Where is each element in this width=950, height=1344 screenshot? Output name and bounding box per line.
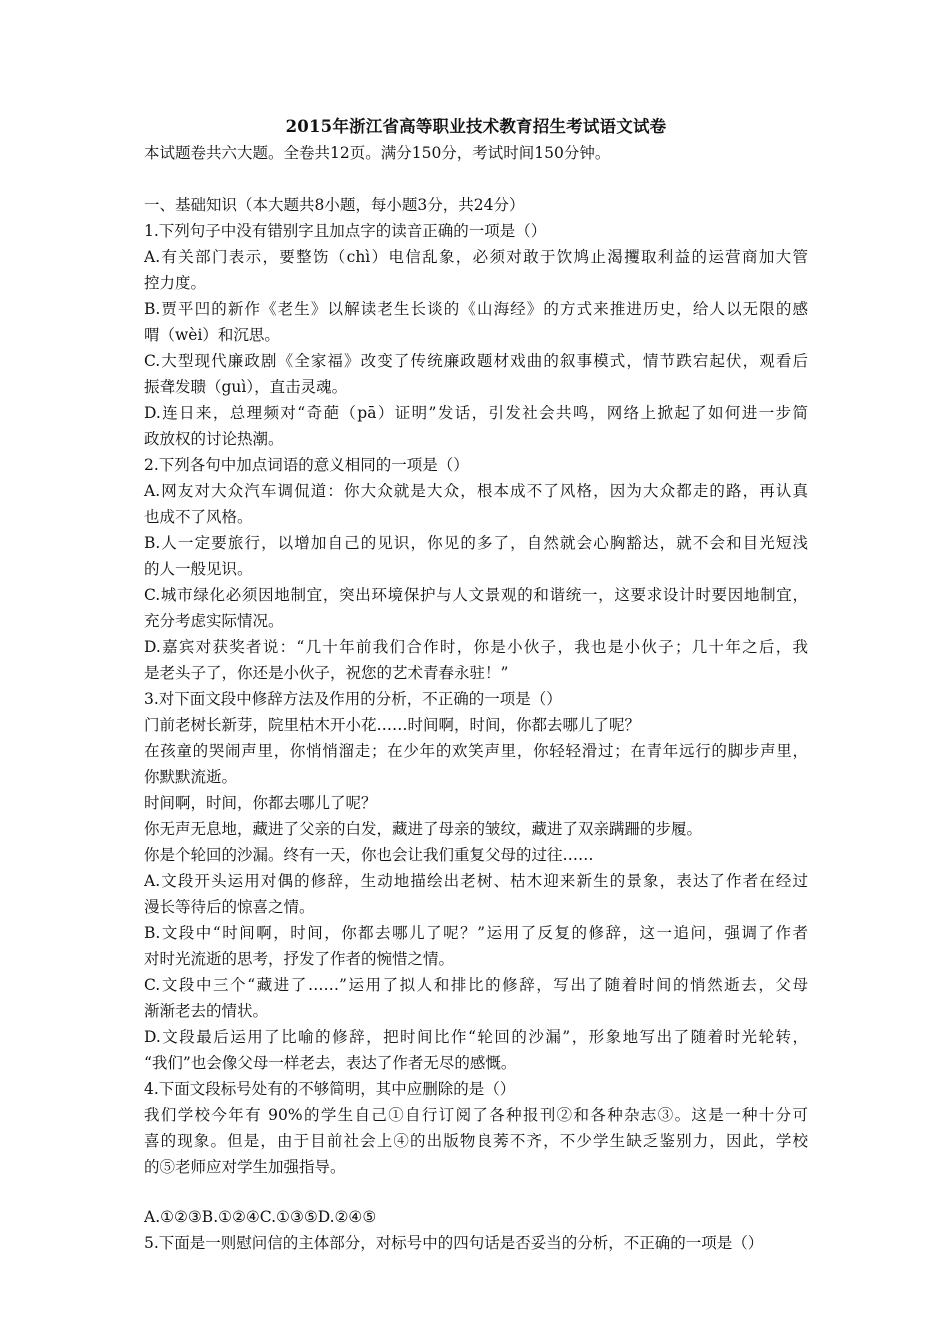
section-heading: 一、基础知识（本大题共8小题，每小题3分，共24分） bbox=[144, 196, 525, 214]
question-3-passage-line: 在孩童的哭闹声里，你悄悄溜走；在少年的欢笑声里，你轻轻滑过；在青年远行的脚步声里， bbox=[144, 742, 808, 760]
question-4-passage-line: 我们学校今年有 90%的学生自己①自行订阅了各种报刊②和各种杂志③。这是一种十分可 bbox=[144, 1106, 808, 1124]
page-title: 2015年浙江省高等职业技术教育招生考试语文试卷 bbox=[285, 117, 667, 136]
question-2-option-c: C.城市绿化必须因地制宜，突出环境保护与人文景观的和谐统一，这要求设计时要因地制宜， bbox=[144, 586, 808, 604]
question-3-stem: 3.对下面文段中修辞方法及作用的分析，不正确的一项是（） bbox=[144, 690, 562, 708]
question-3-option-d-cont: “我们”也会像父母一样老去，表达了作者无尽的感慨。 bbox=[144, 1054, 517, 1072]
question-2-option-b: B.人一定要旅行，以增加自己的见识，你见的多了，自然就会心胸豁达，就不会和目光短浅 bbox=[144, 534, 808, 552]
question-1-option-b: B.贾平凹的新作《老生》以解读老生长谈的《山海经》的方式来推进历史，给人以无限的感 bbox=[144, 300, 808, 318]
question-1-option-a-cont: 控力度。 bbox=[144, 274, 207, 292]
spacer bbox=[144, 166, 808, 192]
question-1-option-c-cont: 振聋发聩（guì），直击灵魂。 bbox=[144, 378, 348, 396]
question-2-stem: 2.下列各句中加点词语的意义相同的一项是（） bbox=[144, 456, 469, 474]
question-2-option-d: D.嘉宾对获奖者说：“几十年前我们合作时，你是小伙子，我也是小伙子；几十年之后，我 bbox=[144, 638, 808, 656]
question-3-option-c-cont: 渐渐老去的情状。 bbox=[144, 1002, 269, 1020]
question-3-option-a-cont: 漫长等待后的惊喜之情。 bbox=[144, 898, 315, 916]
question-3-option-b-cont: 对时光流逝的思考，抒发了作者的惋惜之情。 bbox=[144, 950, 455, 968]
question-5-stem: 5.下面是一则慰问信的主体部分，对标号中的四句话是否妥当的分析，不正确的一项是（） bbox=[144, 1234, 764, 1252]
question-3-option-a: A.文段开头运用对偶的修辞，生动地描绘出老树、枯木迎来新生的景象，表达了作者在经过 bbox=[144, 872, 808, 890]
document-body bbox=[144, 114, 808, 1256]
question-3-passage-line: 门前老树长新芽，院里枯木开小花……时间啊，时间，你都去哪儿了呢？ bbox=[144, 716, 641, 734]
question-1-option-d-cont: 政放权的讨论热潮。 bbox=[144, 430, 284, 448]
question-3-passage-line: 你无声无息地，藏进了父亲的白发，藏进了母亲的皱纹，藏进了双亲蹒跚的步履。 bbox=[144, 820, 703, 838]
question-4-passage-line: 喜的现象。但是，由于目前社会上④的出版物良莠不齐，不少学生缺乏鉴别力，因此，学校 bbox=[144, 1132, 808, 1150]
exam-intro: 本试题卷共六大题。全卷共12页。满分150分，考试时间150分钟。 bbox=[144, 144, 611, 162]
question-3-passage-line: 时间啊，时间，你都去哪儿了呢？ bbox=[144, 794, 377, 812]
question-2-option-a-cont: 也成不了风格。 bbox=[144, 508, 253, 526]
question-2-option-c-cont: 充分考虑实际情况。 bbox=[144, 612, 284, 630]
question-1-option-a: A.有关部门表示，要整饬（chì）电信乱象，必须对敢于饮鸠止渴攫取利益的运营商加大管 bbox=[144, 248, 808, 266]
question-1-option-b-cont: 喟（wèi）和沉思。 bbox=[144, 326, 280, 344]
question-3-option-d: D.文段最后运用了比喻的修辞，把时间比作“轮回的沙漏”，形象地写出了随着时光轮转， bbox=[144, 1028, 808, 1046]
question-4-stem: 4.下面文段标号处有的不够简明，其中应删除的是（） bbox=[144, 1080, 516, 1098]
question-3-passage-line: 你默默流逝。 bbox=[144, 768, 238, 786]
question-3-passage-line: 你是个轮回的沙漏。终有一天，你也会让我们重复父母的过往…… bbox=[144, 846, 594, 864]
question-4-options: A.①②③B.①②④C.①③⑤D.②④⑤ bbox=[144, 1208, 377, 1226]
question-1-option-c: C.大型现代廉政剧《全家福》改变了传统廉政题材戏曲的叙事模式，情节跌宕起伏，观看后 bbox=[144, 352, 808, 370]
spacer bbox=[144, 1180, 808, 1204]
question-3-option-c: C.文段中三个“藏进了……”运用了拟人和排比的修辞，写出了随着时间的悄然逝去，父母 bbox=[144, 976, 808, 994]
question-1-stem: 1.下列句子中没有错别字且加点字的读音正确的一项是（） bbox=[144, 222, 547, 240]
question-4-passage-line: 的⑤老师应对学生加强指导。 bbox=[144, 1158, 346, 1176]
question-2-option-b-cont: 的人一般见识。 bbox=[144, 560, 253, 578]
question-1-option-d: D.连日来，总理频对“奇葩（pā）证明”发话，引发社会共鸣，网络上掀起了如何进一步简 bbox=[144, 404, 808, 422]
question-2-option-a: A.网友对大众汽车调侃道：你大众就是大众，根本成不了风格，因为大众都走的路，再认真 bbox=[144, 482, 808, 500]
question-3-option-b: B.文段中“时间啊，时间，你都去哪儿了呢？”运用了反复的修辞，这一追问，强调了作者 bbox=[144, 924, 808, 942]
question-2-option-d-cont: 是老头子了，你还是小伙子，祝您的艺术青春永驻！” bbox=[144, 664, 509, 682]
